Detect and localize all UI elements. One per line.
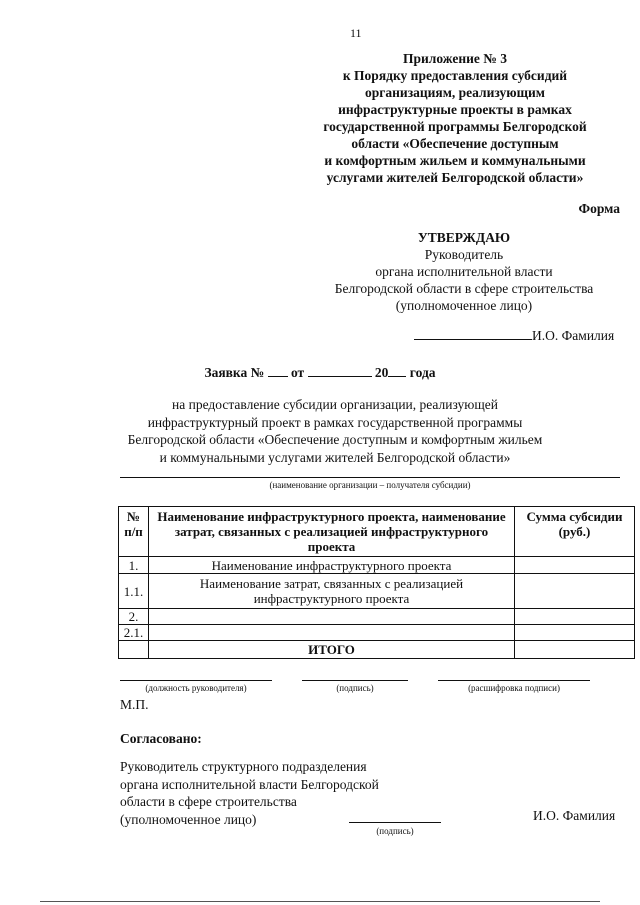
table-header-row (119, 507, 635, 557)
table-row (119, 625, 635, 641)
row-sum[interactable] (515, 557, 635, 574)
appendix-line: и комфортным жильем и коммунальными (324, 153, 586, 168)
application-date-blank[interactable] (308, 364, 372, 377)
position-caption: (должность руководителя) (145, 683, 247, 693)
total-sum[interactable] (515, 641, 635, 659)
row-sum[interactable] (515, 609, 635, 625)
page-number: 11 (350, 26, 362, 40)
appendix-line: организациям, реализующим (365, 85, 545, 100)
row-number: 2. (119, 609, 149, 625)
organization-caption: (наименование организации – получателя субсидии) (269, 480, 471, 490)
appendix-line: к Порядку предоставления субсидий (342, 68, 568, 83)
application-year-blank[interactable] (388, 364, 406, 377)
decoding-caption: (расшифровка подписи) (468, 683, 560, 693)
row-sum[interactable] (515, 574, 635, 609)
organization-name-line[interactable] (120, 477, 620, 478)
approval-line: Белгородской области в сфере строительства (334, 281, 594, 296)
signature-line (302, 680, 408, 681)
row-name[interactable]: Наименование затрат, связанных с реализацией инфраструктурного проекта (149, 574, 515, 609)
agreed-signature-line[interactable] (349, 822, 441, 823)
header-sum: Сумма субсидии (руб.) (515, 507, 635, 557)
total-number-cell (119, 641, 149, 659)
approval-line: Руководитель (424, 247, 504, 262)
appendix-line: услугами жителей Белгородской области» (326, 170, 584, 185)
row-name[interactable] (149, 609, 515, 625)
table-row (119, 609, 635, 625)
application-from: от (290, 365, 305, 380)
purpose-line: инфраструктурный проект в рамках государственной программы (147, 414, 523, 430)
header-name: Наименование инфраструктурного проекта, наименование затрат, связанных с реализацией инфраструктурного проекта (149, 507, 515, 557)
application-year-prefix: 20 (374, 365, 389, 380)
approval-line: органа исполнительной власти (375, 264, 553, 279)
decoding-line (438, 680, 590, 681)
agreed-line: (уполномоченное лицо) (120, 811, 257, 827)
agreed-line: области в сфере строительства (120, 794, 297, 809)
agreed-block (120, 758, 379, 828)
purpose-line: Белгородской области «Обеспечение доступным и комфортным жильем (127, 432, 543, 447)
table-row (119, 557, 635, 574)
table-row (119, 574, 635, 609)
appendix-line: инфраструктурные проекты в рамках (338, 102, 572, 117)
signature-field[interactable] (302, 680, 408, 693)
application-purpose (100, 396, 570, 466)
application-word: Заявка № (204, 365, 265, 380)
row-number: 1. (119, 557, 149, 574)
stamp-place: М.П. (120, 697, 149, 712)
appendix-header (300, 50, 610, 186)
purpose-line: на предоставление субсидии организации, реализующей (172, 397, 498, 412)
appendix-line: государственной программы Белгородской (323, 119, 587, 134)
signature-caption: (подпись) (336, 683, 374, 693)
header-number: № п/п (119, 507, 149, 557)
total-label: ИТОГО (149, 641, 515, 659)
row-number: 2.1. (119, 625, 149, 641)
form-label: Форма (578, 201, 620, 216)
agreed-title: Согласовано: (120, 731, 202, 746)
approval-line: (уполномоченное лицо) (395, 298, 533, 313)
subsidy-table (118, 506, 635, 659)
approval-signature-line (414, 327, 614, 344)
table-total-row (119, 641, 635, 659)
application-number-blank[interactable] (268, 364, 288, 377)
agreed-line: органа исполнительной власти Белгородской (120, 776, 379, 792)
agreed-line: Руководитель структурного подразделения (120, 759, 367, 774)
signature-blank[interactable] (414, 327, 532, 340)
purpose-line: и коммунальными услугами жителей Белгородской области» (159, 449, 511, 465)
approval-block (300, 229, 628, 314)
approval-name: И.О. Фамилия (532, 328, 615, 343)
appendix-line: Приложение № 3 (403, 51, 507, 66)
position-line (120, 680, 272, 681)
row-name[interactable]: Наименование инфраструктурного проекта (149, 557, 515, 574)
application-year-suffix: года (409, 365, 436, 380)
row-number: 1.1. (119, 574, 149, 609)
approval-title: УТВЕРЖДАЮ (417, 230, 511, 245)
application-title (0, 364, 640, 381)
decoding-signature-field[interactable] (438, 680, 590, 693)
agreed-name: И.О. Фамилия (533, 808, 616, 823)
position-signature-field[interactable] (120, 680, 272, 693)
row-sum[interactable] (515, 625, 635, 641)
row-name[interactable] (149, 625, 515, 641)
agreed-signature-caption: (подпись) (376, 826, 414, 836)
page-bottom-rule (40, 901, 600, 902)
appendix-line: области «Обеспечение доступным (351, 136, 559, 151)
